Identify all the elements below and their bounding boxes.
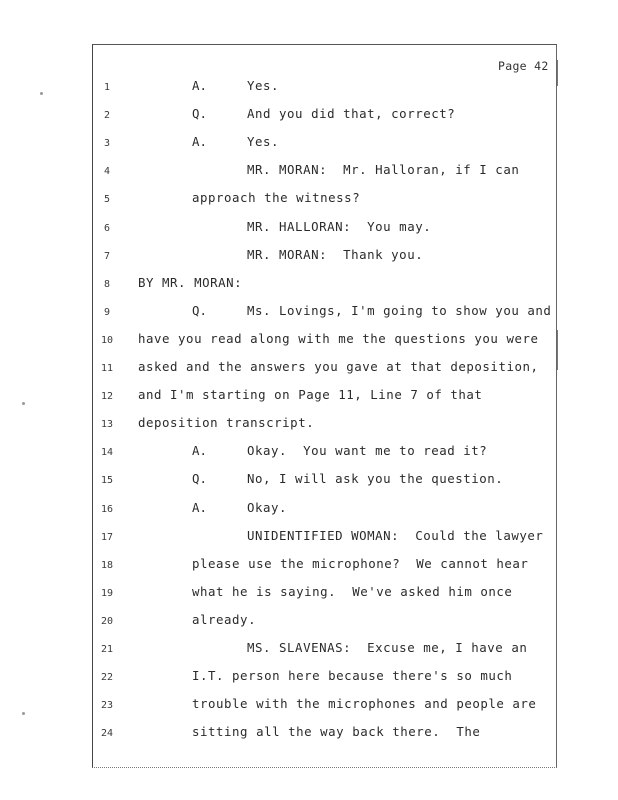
transcript-line	[0, 696, 618, 716]
transcript-line	[0, 471, 618, 491]
transcript-line	[0, 359, 618, 379]
line-text: already.	[192, 611, 257, 627]
line-number: 8	[103, 278, 111, 290]
qa-label: A.	[192, 499, 207, 515]
transcript-line	[0, 415, 618, 435]
line-number: 13	[100, 419, 114, 431]
transcript-line	[0, 275, 618, 295]
line-number: 18	[100, 559, 114, 571]
transcript-line	[0, 247, 618, 267]
line-number: 12	[100, 391, 114, 403]
line-number: 3	[103, 138, 111, 150]
line-text: No, I will ask you the question.	[247, 471, 504, 487]
line-text: MR. MORAN: Mr. Halloran, if I can	[247, 162, 520, 178]
transcript-line	[0, 640, 618, 660]
line-text: what he is saying. We've asked him once	[192, 583, 513, 599]
line-number: 14	[100, 447, 114, 459]
line-number: 10	[100, 334, 114, 346]
transcript-line	[0, 724, 618, 744]
line-text: have you read along with me the questions you were	[138, 330, 539, 346]
line-text: I.T. person here because there's so much	[192, 668, 513, 684]
line-number: 22	[100, 672, 114, 684]
qa-label: Q.	[192, 106, 207, 122]
line-text: BY MR. MORAN:	[138, 274, 243, 290]
line-number: 23	[100, 700, 114, 712]
line-text: UNIDENTIFIED WOMAN: Could the lawyer	[247, 527, 544, 543]
line-text: Yes.	[247, 134, 280, 150]
transcript-line	[0, 443, 618, 463]
line-number: 9	[103, 306, 111, 318]
line-text: sitting all the way back there. The	[192, 724, 481, 740]
transcript-line	[0, 500, 618, 520]
line-text: Ms. Lovings, I'm going to show you and	[247, 302, 552, 318]
transcript-line	[0, 612, 618, 632]
line-number: 16	[100, 503, 114, 515]
line-number: 20	[100, 615, 114, 627]
transcript-line	[0, 668, 618, 688]
qa-label: A.	[192, 78, 207, 93]
transcript-line	[0, 106, 618, 126]
line-text: And you did that, correct?	[247, 106, 456, 122]
transcript-line	[0, 134, 618, 154]
line-text: Yes.	[247, 78, 280, 93]
line-number: 11	[100, 363, 114, 374]
line-number: 5	[103, 194, 111, 206]
line-text: Okay.	[247, 499, 288, 515]
line-text: and I'm starting on Page 11, Line 7 of that	[138, 387, 483, 403]
line-number: 6	[103, 222, 111, 234]
line-number: 24	[100, 728, 114, 740]
qa-label: A.	[192, 443, 207, 459]
line-text: MR. MORAN: Thank you.	[247, 246, 424, 262]
transcript-line	[0, 556, 618, 576]
transcript-line	[0, 584, 618, 604]
line-number: 21	[100, 644, 114, 655]
line-text: Okay. You want me to read it?	[247, 443, 488, 459]
line-number: 19	[100, 587, 114, 599]
line-number: 7	[103, 250, 111, 262]
line-text: asked and the answers you gave at that deposition,	[138, 359, 539, 374]
page-number: Page 42	[498, 59, 549, 73]
qa-label: A.	[192, 134, 207, 150]
line-text: trouble with the microphones and people are	[192, 696, 537, 712]
line-number: 1	[103, 82, 111, 93]
transcript-line	[0, 219, 618, 239]
line-text: please use the microphone? We cannot hear	[192, 555, 529, 571]
transcript-line	[0, 303, 618, 323]
line-number: 4	[103, 166, 111, 178]
transcript-line	[0, 162, 618, 182]
qa-label: Q.	[192, 302, 207, 318]
line-text: deposition transcript.	[138, 415, 315, 431]
transcript-line	[0, 331, 618, 351]
line-number: 2	[103, 110, 111, 122]
line-number: 17	[100, 531, 114, 543]
line-text: approach the witness?	[192, 190, 361, 206]
transcript-line	[0, 528, 618, 548]
line-text: MS. SLAVENAS: Excuse me, I have an	[247, 640, 528, 655]
transcript-line	[0, 78, 618, 98]
line-number: 15	[100, 475, 114, 487]
line-text: MR. HALLORAN: You may.	[247, 218, 432, 234]
transcript-line	[0, 190, 618, 210]
transcript-line	[0, 387, 618, 407]
qa-label: Q.	[192, 471, 207, 487]
